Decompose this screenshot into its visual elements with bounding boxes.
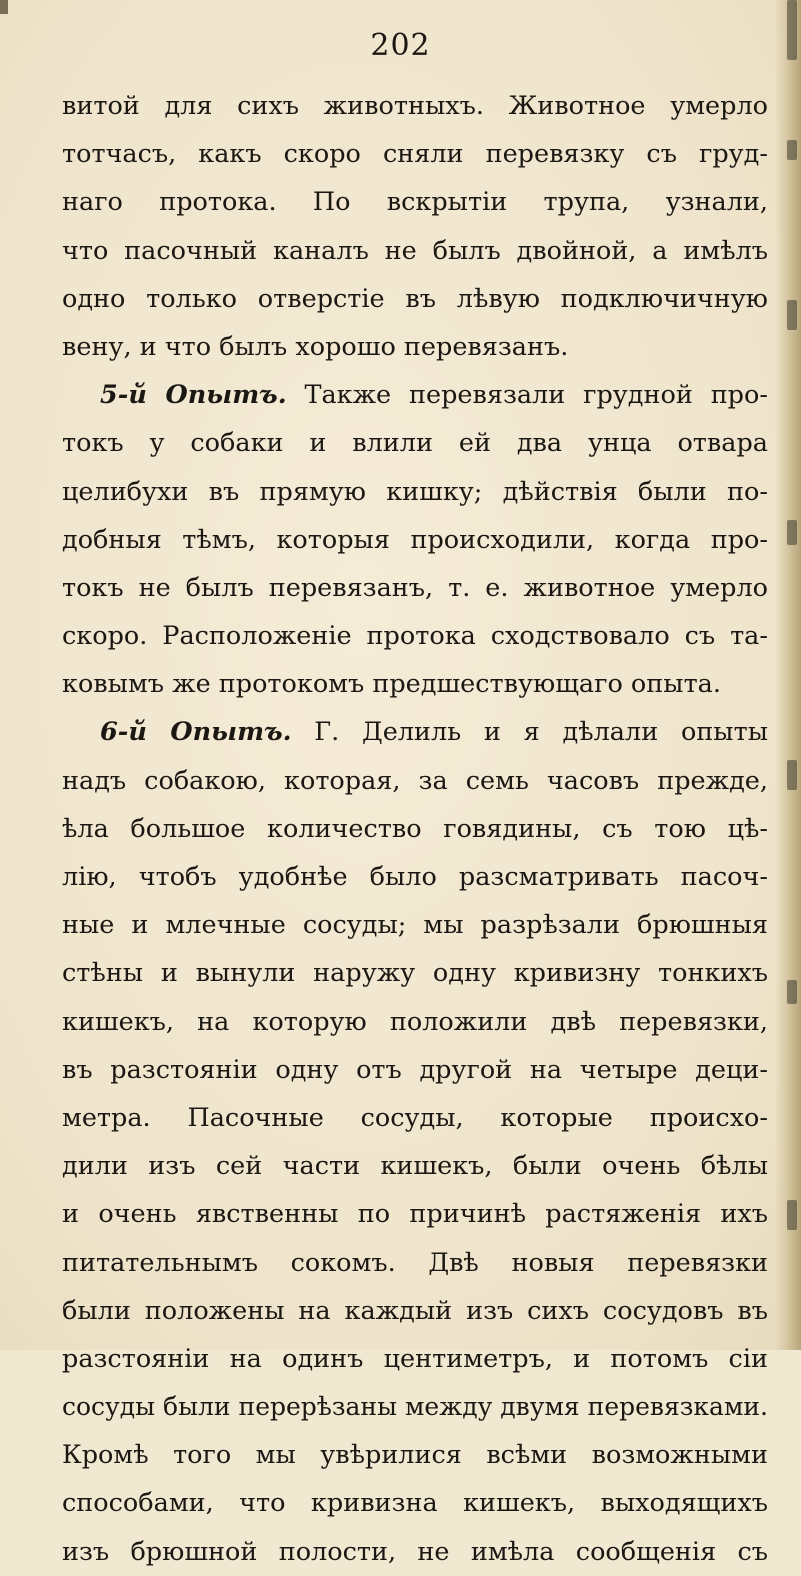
page-edge <box>775 0 801 1350</box>
text-line: были положены на каждый изъ сихъ сосудовъ въ <box>62 1295 768 1326</box>
text-line: метра. Пасочные сосуды, которые происхо- <box>62 1102 768 1133</box>
text-line: и очень явственны по причинѣ растяженія ихъ <box>62 1199 768 1230</box>
edge-stain <box>787 980 797 1004</box>
text-line: сосуды были перерѣзаны между двумя перевязками. <box>62 1392 768 1422</box>
text-line: добныя тѣмъ, которыя происходили, когда про- <box>62 524 768 555</box>
text-line: вену, и что былъ хорошо перевязанъ. <box>62 331 569 362</box>
edge-stain <box>787 520 797 545</box>
text-line: целибухи въ прямую кишку; дѣйствія были по- <box>62 476 768 507</box>
page-number: 202 <box>370 28 431 63</box>
text-line: стѣны и вынули наружу одну кривизну тонкихъ <box>62 958 768 989</box>
edge-stain <box>787 1200 797 1230</box>
text-line: лію, чтобъ удобнѣе было разсматривать пасоч- <box>62 862 768 892</box>
experiment-heading-line: 6-й Опытъ. Г. Делиль и я дѣлали опыты <box>100 717 768 748</box>
text-line: скоро. Расположеніе протока сходствовало съ та- <box>62 621 768 652</box>
text-line: наго протока. По вскрытіи трупа, узнали, <box>62 187 768 218</box>
experiment-heading: 6-й Опытъ. <box>100 717 292 748</box>
experiment-heading-line: 5-й Опытъ. Также перевязали грудной про- <box>100 380 768 411</box>
body-text <box>62 82 768 1576</box>
text-line: питательнымъ сокомъ. Двѣ новыя перевязки <box>62 1247 768 1278</box>
text-line: тотчасъ, какъ скоро сняли перевязку съ груд- <box>62 139 768 170</box>
text-line: витой для сихъ животныхъ. Животное умерло <box>62 91 768 121</box>
text-line: кишекъ, на которую положили двѣ перевязки, <box>62 1006 768 1037</box>
text-line: дили изъ сей части кишекъ, были очень бѣлы <box>62 1151 768 1182</box>
text-line: токъ у собаки и влили ей два унца отвара <box>62 428 768 459</box>
experiment-heading: 5-й Опытъ. <box>100 380 287 411</box>
text-line: ные и млечные сосуды; мы разрѣзали брюшныя <box>62 910 768 941</box>
text-line: ѣла большое количество говядины, съ тою цѣ- <box>62 813 768 844</box>
text-line: изъ брюшной полости, не имѣла сообщенія съ <box>62 1536 768 1567</box>
text-line: разстояніи на одинъ центиметръ, и потомъ сіи <box>62 1343 768 1374</box>
text-line: токъ не былъ перевязанъ, т. е. животное умерло <box>62 572 768 603</box>
edge-stain <box>787 300 797 330</box>
text-line: что пасочный каналъ не былъ двойной, а имѣлъ <box>62 235 768 266</box>
text-line: въ разстояніи одну отъ другой на четыре деци- <box>62 1054 768 1085</box>
text-line: Кромѣ того мы увѣрилися всѣми возможными <box>62 1440 768 1471</box>
ink-mark <box>0 0 8 14</box>
edge-stain <box>787 140 797 160</box>
text-line: способами, что кривизна кишекъ, выходящихъ <box>62 1488 768 1519</box>
text-line: одно только отверстіе въ лѣвую подключичную <box>62 283 768 314</box>
text-line: надъ собакою, которая, за семь часовъ прежде, <box>62 765 768 796</box>
text-line: ковымъ же протокомъ предшествующаго опыта. <box>62 669 721 700</box>
edge-stain <box>787 760 797 790</box>
